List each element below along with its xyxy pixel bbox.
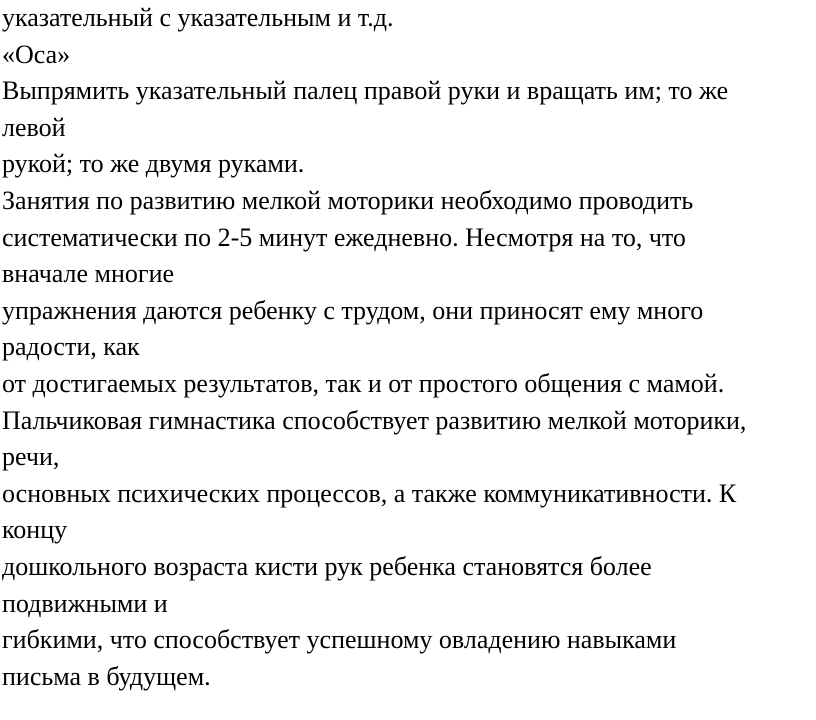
text-line: упражнения даются ребенку с трудом, они приносят ему много <box>2 295 704 325</box>
text-line: концу <box>2 515 68 545</box>
section-title-osa: «Оса» <box>2 39 71 69</box>
text-line: рукой; то же двумя руками. <box>2 149 305 179</box>
text-line: основных психических процессов, а также коммуникативности. К <box>2 478 737 508</box>
text-line: Пальчиковая гимнастика способствует развитию мелкой моторики, <box>2 405 747 435</box>
document-body <box>2 0 814 695</box>
text-line: Выпрямить указательный палец правой руки и вращать им; то же <box>2 76 729 106</box>
text-line: Занятия по развитию мелкой моторики необходимо проводить <box>2 185 694 215</box>
text-line: вначале многие <box>2 259 175 289</box>
text-line: от достигаемых результатов, так и от простого общения с мамой. <box>2 368 725 398</box>
text-line: гибкими, что способствует успешному овладению навыками <box>2 625 677 655</box>
text-line: левой <box>2 112 66 142</box>
text-line: дошкольного возраста кисти рук ребенка становятся более <box>2 551 652 581</box>
text-line: подвижными и <box>2 588 168 618</box>
text-line: речи, <box>2 442 60 472</box>
text-line: радости, как <box>2 332 140 362</box>
text-line: письма в будущем. <box>2 661 211 691</box>
text-line: систематически по 2-5 минут ежедневно. Несмотря на то, что <box>2 222 686 252</box>
text-line: указательный с указательным и т.д. <box>2 3 394 32</box>
